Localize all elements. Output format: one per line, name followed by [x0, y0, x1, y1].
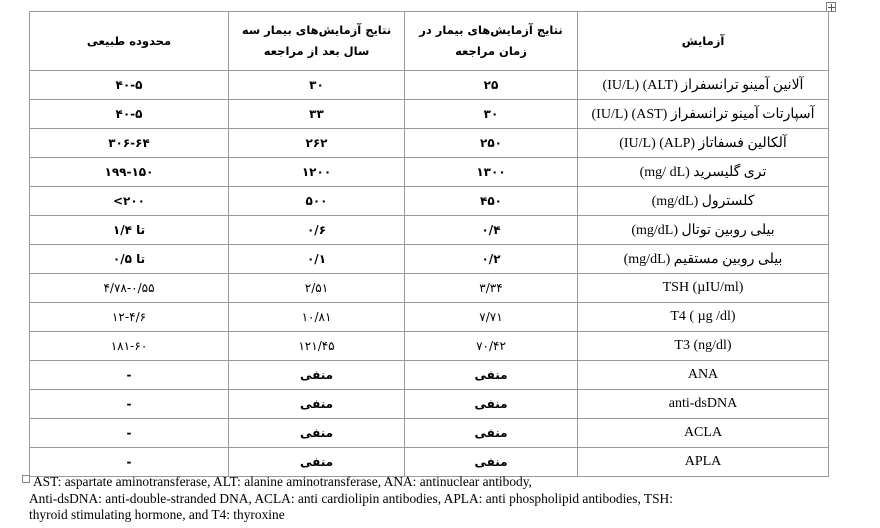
- cell-test: بیلی روبین مستقیم (mg/dL): [578, 245, 829, 274]
- cell-at-visit: منفی: [405, 390, 578, 419]
- table-body: [30, 71, 829, 477]
- cell-normal-range: ۳۰۶-۶۴: [30, 129, 229, 158]
- cell-three-years-later: منفی: [229, 419, 405, 448]
- cell-test: بیلی روبین توتال (mg/dL): [578, 216, 829, 245]
- footnote-line-1-text: AST: aspartate aminotransferase, ALT: alanine aminotransferase, ANA: antinuclear antibody,: [33, 474, 532, 489]
- table-row: [30, 100, 829, 129]
- header-row: [30, 12, 829, 71]
- cell-normal-range: ۴۰-۵: [30, 71, 229, 100]
- cell-at-visit: منفی: [405, 448, 578, 477]
- footnote: [22, 474, 872, 524]
- cell-normal-range: ۴/۷۸-۰/۵۵: [30, 274, 229, 303]
- header-three-years-later: نتایج آزمایش‌های بیمار سه سال بعد از مراجعه: [229, 12, 405, 71]
- cell-three-years-later: منفی: [229, 390, 405, 419]
- table-row: [30, 245, 829, 274]
- table-row: [30, 71, 829, 100]
- cell-normal-range: -: [30, 361, 229, 390]
- cell-test: آلانین آمینو ترانسفراز (ALT) (IU/L): [578, 71, 829, 100]
- cell-normal-range: تا ۱/۴: [30, 216, 229, 245]
- cell-test: کلسترول (mg/dL): [578, 187, 829, 216]
- cell-three-years-later: ۲۶۲: [229, 129, 405, 158]
- header-at-visit: نتایج آزمایش‌های بیمار در زمان مراجعه: [405, 12, 578, 71]
- footnote-line-3: thyroid stimulating hormone, and T4: thyroxine: [29, 507, 285, 522]
- table-header: [30, 12, 829, 71]
- footnote-line-1: [22, 474, 872, 491]
- cell-at-visit: ۰/۲: [405, 245, 578, 274]
- cell-three-years-later: ۱۲۰۰: [229, 158, 405, 187]
- table-row: [30, 332, 829, 361]
- cell-test: آلکالین فسفاتاز (ALP) (IU/L): [578, 129, 829, 158]
- cell-three-years-later: منفی: [229, 361, 405, 390]
- footnote-line-2: Anti-dsDNA: anti-double-stranded DNA, ACLA: anti cardiolipin antibodies, APLA: anti phospholipid antibodies, TSH:: [29, 490, 673, 506]
- cell-normal-range: ۱۸۱-۶۰: [30, 332, 229, 361]
- cell-test: آسپارتات آمینو ترانسفراز (AST) (IU/L): [578, 100, 829, 129]
- cell-at-visit: ۲۵۰: [405, 129, 578, 158]
- cell-three-years-later: منفی: [229, 448, 405, 477]
- cell-normal-range: -: [30, 448, 229, 477]
- cell-at-visit: منفی: [405, 419, 578, 448]
- cell-three-years-later: ۳۰: [229, 71, 405, 100]
- cell-at-visit: منفی: [405, 361, 578, 390]
- table-row: [30, 187, 829, 216]
- cell-three-years-later: ۰/۶: [229, 216, 405, 245]
- table-row: [30, 390, 829, 419]
- cell-normal-range: ۱۹۹-۱۵۰: [30, 158, 229, 187]
- table-row: [30, 361, 829, 390]
- cell-at-visit: ۴۵۰: [405, 187, 578, 216]
- table-row: [30, 274, 829, 303]
- cell-three-years-later: ۰/۱: [229, 245, 405, 274]
- cell-test: تری گلیسرید (mg/ dL): [578, 158, 829, 187]
- cell-at-visit: ۷/۷۱: [405, 303, 578, 332]
- header-test: آزمایش: [578, 12, 829, 71]
- cell-normal-range: ۴۰-۵: [30, 100, 229, 129]
- cell-test: ANA: [578, 361, 829, 390]
- cell-at-visit: ۰/۴: [405, 216, 578, 245]
- cell-test: T4 ( µg /dl): [578, 303, 829, 332]
- table-row: [30, 448, 829, 477]
- table-row: [30, 216, 829, 245]
- table-row: [30, 129, 829, 158]
- table-row: [30, 158, 829, 187]
- cell-test: TSH (µIU/ml): [578, 274, 829, 303]
- table-row: [30, 303, 829, 332]
- cell-normal-range: ۲۰۰>: [30, 187, 229, 216]
- cell-at-visit: ۳۰: [405, 100, 578, 129]
- cell-three-years-later: ۲/۵۱: [229, 274, 405, 303]
- cell-three-years-later: ۵۰۰: [229, 187, 405, 216]
- cell-at-visit: ۷۰/۴۲: [405, 332, 578, 361]
- cell-at-visit: ۱۳۰۰: [405, 158, 578, 187]
- cell-test: anti-dsDNA: [578, 390, 829, 419]
- cell-at-visit: ۲۵: [405, 71, 578, 100]
- cell-at-visit: ۳/۳۴: [405, 274, 578, 303]
- footnote-marker-icon: [22, 475, 30, 483]
- cell-test: ACLA: [578, 419, 829, 448]
- cell-normal-range: -: [30, 390, 229, 419]
- cell-normal-range: ۱۲-۴/۶: [30, 303, 229, 332]
- cell-three-years-later: ۱۰/۸۱: [229, 303, 405, 332]
- table-row: [30, 419, 829, 448]
- cell-test: APLA: [578, 448, 829, 477]
- cell-normal-range: -: [30, 419, 229, 448]
- cell-normal-range: تا ۰/۵: [30, 245, 229, 274]
- cell-test: T3 (ng/dl): [578, 332, 829, 361]
- cell-three-years-later: ۳۳: [229, 100, 405, 129]
- header-normal-range: محدوده طبیعی: [30, 12, 229, 71]
- lab-results-table: [29, 11, 829, 477]
- cell-three-years-later: ۱۲۱/۴۵: [229, 332, 405, 361]
